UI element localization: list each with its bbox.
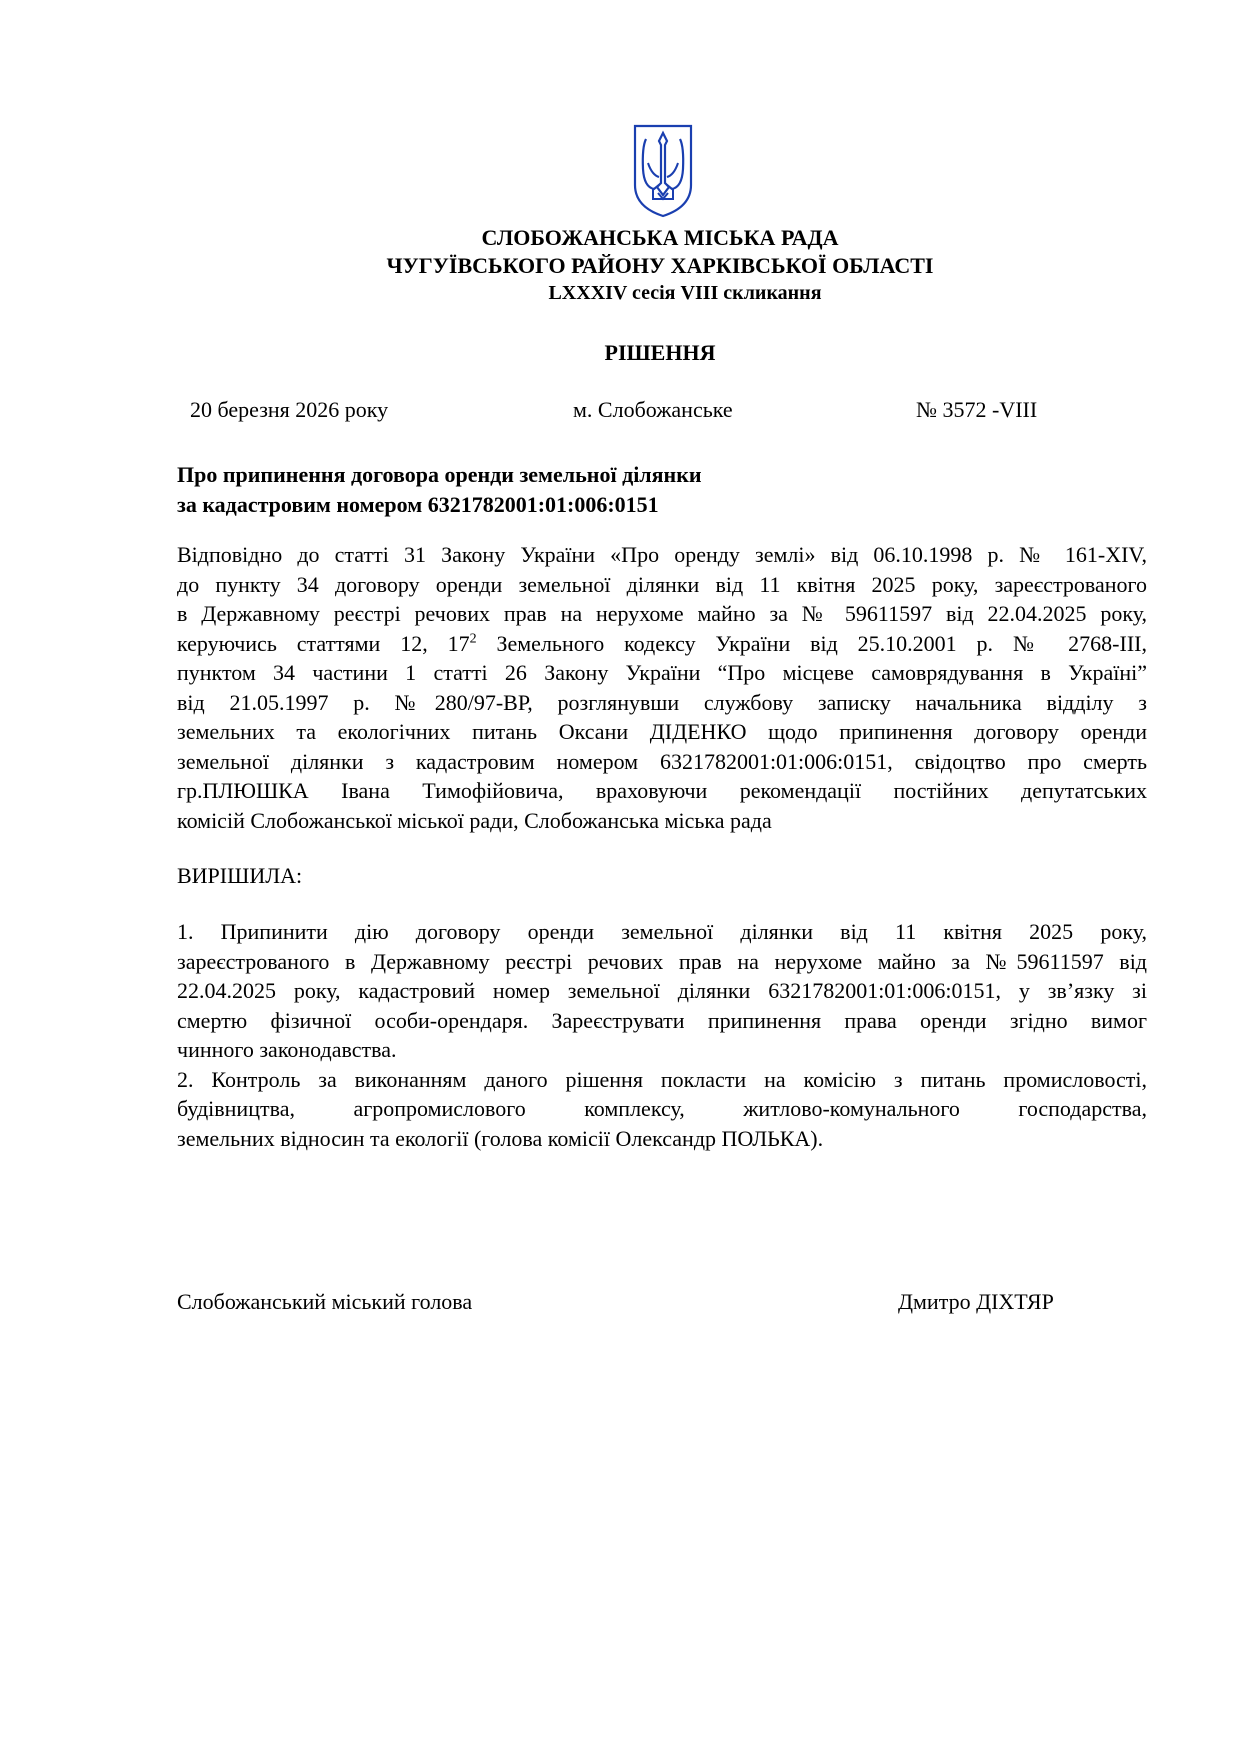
preamble-line: земельних та екологічних питань Оксани ДІДЕНКО щодо припинення договору оренди [177, 719, 1147, 744]
item-line: зареєстрованого в Державному реєстрі речових прав на нерухоме майно за №59611597 від [177, 948, 1147, 974]
preamble-line: пунктом 34 частини 1 статті 26 Закону України “Про місцеве самоврядування в Україні” [177, 660, 1147, 685]
decision-place: м. Слобожанське [573, 397, 733, 422]
session-info: LXXXIV сесія VIII скликання [548, 282, 822, 304]
superscript: 2 [469, 631, 477, 647]
item-line: земельних відносин та екології (голова комісії Олександр ПОЛЬКА). [177, 1125, 824, 1151]
preamble-text: керуючись статтями 12, 17 [177, 630, 470, 656]
district-name: ЧУГУЇВСЬКОГО РАЙОНУ ХАРКІВСЬКОЇ ОБЛАСТІ [386, 253, 934, 278]
item-line: смертю фізичної особи-орендаря. Зареєструвати припинення права оренди згідно вимог [177, 1007, 1147, 1033]
decision-subject [177, 460, 702, 520]
preamble-text: Земельного кодексу України від 25.10.2001 р. № 2768-III, [476, 630, 1147, 656]
item-line: будівництва, агропромислового комплексу, житлово-комунального господарства, [177, 1096, 1147, 1121]
preamble-line: від 21.05.1997 р. №280/97-ВР, розглянувши службову записку начальника відділу з [177, 689, 1147, 715]
decided-heading: ВИРІШИЛА: [177, 863, 303, 888]
council-name: СЛОБОЖАНСЬКА МІСЬКА РАДА [481, 225, 839, 250]
decision-number: № 3572 -VIII [916, 397, 1038, 422]
preamble-line [177, 629, 1147, 659]
signatory-title: Слобожанський міський голова [177, 1289, 473, 1314]
preamble-line: земельної ділянки з кадастровим номером 6321782001:01:006:0151, свідоцтво про смерть [177, 748, 1147, 774]
item-line: 2. Контроль за виконанням даного рішення покласти на комісію з питань промисловості, [177, 1066, 1147, 1092]
signatory-name: Дмитро ДІХТЯР [898, 1289, 1054, 1314]
ukraine-trident-emblem-icon [632, 123, 694, 219]
subject-line: за кадастровим номером 6321782001:01:006:0151 [177, 492, 659, 517]
preamble-line: комісій Слобожанської міської ради, Слобожанська міська рада [177, 807, 772, 833]
item-line: 22.04.2025 року, кадастровий номер земельної ділянки 6321782001:01:006:0151, у зв’язку зі [177, 978, 1147, 1003]
subject-line: Про припинення договора оренди земельної ділянки [177, 462, 702, 487]
resolution-items [177, 917, 1147, 1153]
preamble-line: гр.ПЛЮШКА Івана Тимофійовича, враховуючи рекомендації постійних депутатських [177, 778, 1147, 803]
item-line: 1. Припинити дію договору оренди земельної ділянки від 11 квітня 2025 року, [177, 919, 1147, 944]
preamble-line: в Державному реєстрі речових прав на нерухоме майно за № 59611597 від 22.04.2025 року, [177, 601, 1147, 626]
item-line: чинного законодавства. [177, 1037, 397, 1062]
preamble-paragraph [177, 540, 1147, 835]
document-type-title: РІШЕННЯ [604, 340, 716, 365]
decision-date: 20 березня 2026 року [190, 397, 389, 422]
preamble-line: Відповідно до статті 31 Закону України «Про оренду землі» від 06.10.1998 р. № 161-XIV, [177, 542, 1147, 567]
preamble-line: до пункту 34 договору оренди земельної ділянки від 11 квітня 2025 року, зареєстрованого [177, 571, 1147, 597]
